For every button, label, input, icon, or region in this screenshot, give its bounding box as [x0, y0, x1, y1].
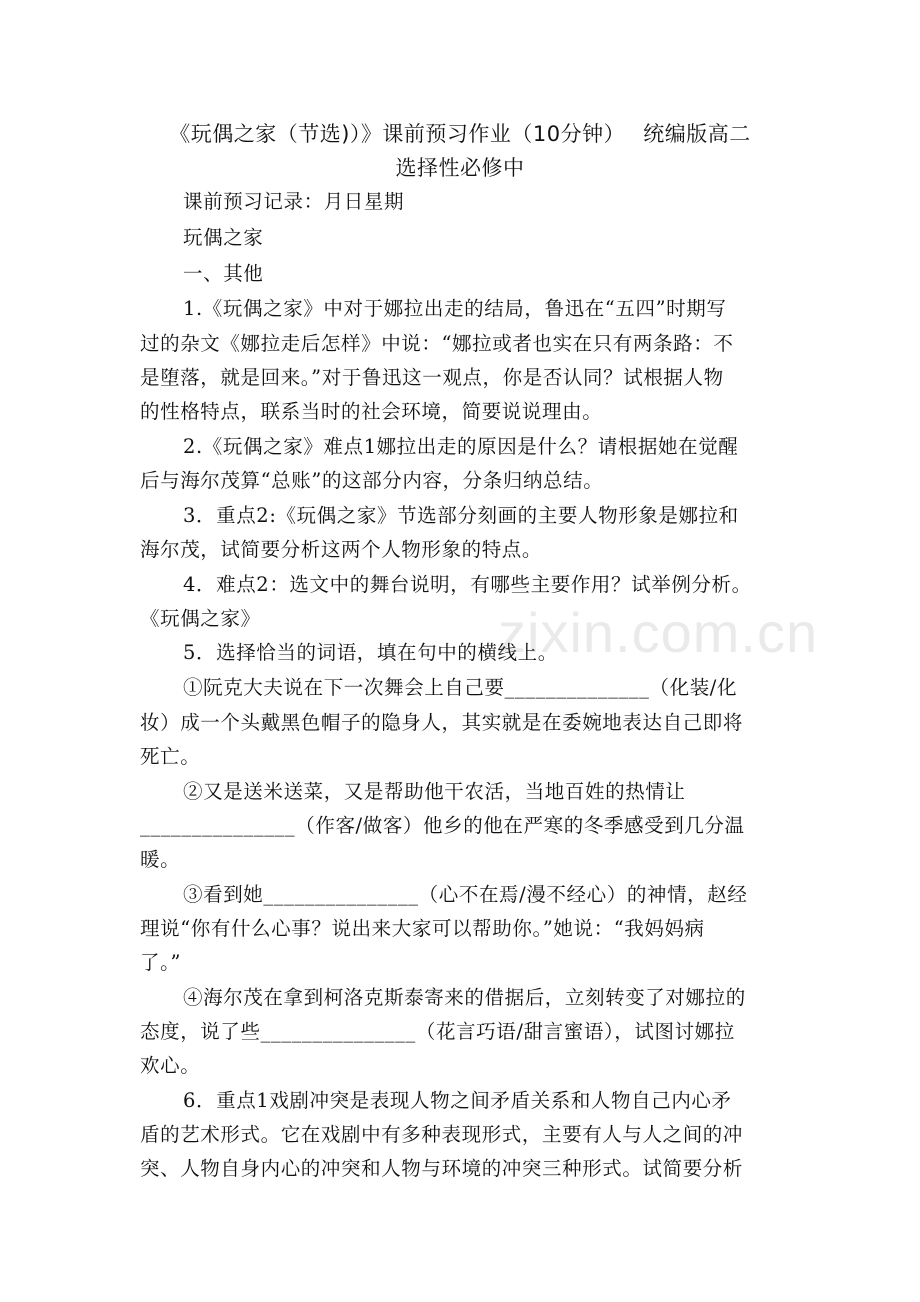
question-2-line: 后与海尔茂算“总账”的这部分内容，分条归纳总结。: [140, 469, 604, 492]
question-5-item-1: ①阮克大夫说在下一次舞会上自己要______________（化装/化: [183, 676, 738, 699]
question-5-item-3: ③看到她_______________（心不在焉/漫不经心）的神情，赵经: [183, 883, 748, 906]
question-6-line: 盾的艺术形式。它在戏剧中有多种表现形式，主要有人与人之间的冲: [140, 1123, 744, 1146]
question-5-item-2: 暖。: [140, 848, 181, 871]
question-5-item-4: ④海尔茂在拿到柯洛克斯泰寄来的借据后，立刻转变了对娜拉的: [183, 986, 746, 1009]
question-5-item-1: 妆）成一个头戴黑色帽子的隐身人，其实就是在委婉地表达自己即将: [140, 711, 744, 734]
question-5-item-3: 理说“你有什么心事？说出来大家可以帮助你。”她说：“我妈妈病: [140, 917, 705, 940]
part-heading: 一、其他: [183, 262, 264, 285]
section-heading: 玩偶之家: [183, 226, 264, 249]
question-4-line: 《玩偶之家》: [140, 607, 261, 630]
question-6-line: 6．重点1戏剧冲突是表现人物之间矛盾关系和人物自己内心矛: [183, 1089, 732, 1112]
record-line: 课前预习记录：月日星期: [183, 190, 405, 213]
question-1-line: 的性格特点，联系当时的社会环境，简要说说理由。: [140, 400, 603, 423]
question-5-line: 5．选择恰当的词语，填在句中的横线上。: [183, 641, 558, 664]
question-5-item-2: _______________（作客/做客）他乡的他在严寒的冬季感受到几分温: [140, 814, 745, 837]
question-5-item-2: ②又是送米送菜，又是帮助他干农活，当地百姓的热情让: [183, 780, 686, 803]
question-1-line: 是堕落，就是回来。”对于鲁迅这一观点，你是否认同？试根据人物: [140, 366, 724, 389]
question-5-item-4: 态度，说了些_______________（花言巧语/甜言蜜语），试图讨娜拉: [140, 1020, 735, 1043]
document-title-line-1: 《玩偶之家（节选)）》课前预习作业（10分钟） 统编版高二: [169, 122, 751, 146]
question-2-line: 2.《玩偶之家》难点1娜拉出走的原因是什么？请根据她在觉醒: [183, 435, 739, 458]
question-3-line: 海尔茂，试简要分析这两个人物形象的特点。: [140, 538, 543, 561]
question-3-line: 3．重点2:《玩偶之家》节选部分刻画的主要人物形象是娜拉和: [183, 504, 739, 527]
question-1-line: 过的杂文《娜拉走后怎样》中说：“娜拉或者也实在只有两条路：不: [140, 332, 734, 355]
question-6-line: 突、人物自身内心的冲突和人物与环境的冲突三种形式。试简要分析: [140, 1157, 744, 1180]
question-5-item-3: 了。”: [140, 951, 182, 974]
question-4-line: 4．难点2：选文中的舞台说明，有哪些主要作用？试举例分析。: [183, 573, 752, 596]
watermark: zixin.com.cn: [498, 601, 819, 664]
document-title-line-2: 选择性必修中: [395, 156, 525, 180]
question-5-item-4: 欢心。: [140, 1054, 201, 1077]
question-1-line: 1.《玩偶之家》中对于娜拉出走的结局，鲁迅在“五四”时期写: [183, 297, 727, 320]
question-5-item-1: 死亡。: [140, 745, 201, 768]
